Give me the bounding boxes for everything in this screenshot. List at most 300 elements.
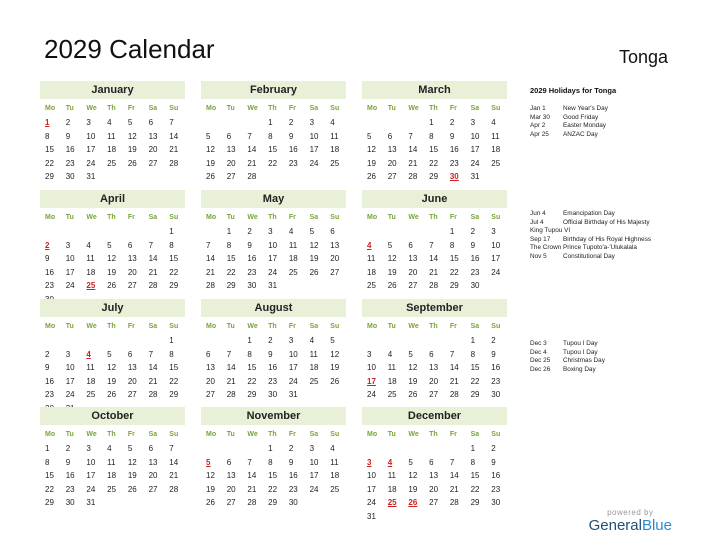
day-cell[interactable]: 1: [429, 118, 434, 127]
day-cell[interactable]: 11: [86, 254, 95, 264]
day-cell[interactable]: 12: [408, 471, 418, 481]
day-cell[interactable]: 12: [206, 471, 215, 481]
day-cell[interactable]: 19: [408, 484, 418, 494]
day-cell[interactable]: 18: [107, 471, 117, 481]
day-cell[interactable]: 16: [491, 471, 501, 481]
day-cell[interactable]: 14: [206, 254, 215, 264]
day-cell[interactable]: 10: [309, 131, 319, 141]
day-cell[interactable]: 10: [470, 131, 480, 141]
day-cell[interactable]: 3: [65, 240, 71, 250]
day-cell[interactable]: 7: [449, 349, 455, 359]
day-cell[interactable]: 19: [309, 254, 319, 264]
day-cell[interactable]: 7: [226, 349, 232, 359]
day-cell[interactable]: 21: [169, 471, 179, 481]
day-cell[interactable]: 15: [247, 363, 257, 373]
day-cell[interactable]: 5: [127, 118, 133, 127]
day-cell[interactable]: 8: [45, 131, 50, 141]
day-cell[interactable]: 2: [45, 349, 50, 359]
day-cell[interactable]: 17: [367, 484, 376, 494]
day-cell[interactable]: 29: [268, 498, 278, 508]
day-cell[interactable]: 12: [107, 363, 117, 373]
day-cell[interactable]: 21: [408, 158, 418, 168]
day-cell[interactable]: 6: [408, 240, 413, 250]
day-cell[interactable]: 5: [408, 457, 413, 467]
day-cell[interactable]: 30: [470, 281, 480, 291]
day-cell[interactable]: 19: [127, 145, 137, 155]
day-cell[interactable]: 12: [367, 145, 376, 155]
day-cell[interactable]: 4: [330, 118, 335, 127]
day-cell[interactable]: 16: [288, 471, 298, 481]
day-cell[interactable]: 25: [387, 390, 397, 400]
brand-logo[interactable]: [589, 508, 672, 534]
day-cell[interactable]: 15: [45, 145, 54, 155]
day-cell[interactable]: 28: [169, 158, 179, 168]
day-cell[interactable]: 15: [268, 145, 278, 155]
day-cell[interactable]: 3: [470, 118, 476, 127]
holiday-day-cell[interactable]: 1: [45, 118, 50, 127]
day-cell[interactable]: 20: [387, 158, 397, 168]
day-cell[interactable]: 17: [491, 254, 501, 264]
day-cell[interactable]: 19: [330, 363, 340, 373]
day-cell[interactable]: 7: [408, 131, 413, 141]
day-cell[interactable]: 23: [288, 484, 298, 494]
day-cell[interactable]: 22: [247, 376, 257, 386]
day-cell[interactable]: 27: [127, 281, 137, 291]
day-cell[interactable]: 17: [65, 267, 75, 277]
day-cell[interactable]: 9: [288, 131, 294, 141]
day-cell[interactable]: 4: [288, 227, 294, 236]
day-cell[interactable]: 24: [86, 158, 96, 168]
day-cell[interactable]: 21: [247, 158, 257, 168]
day-cell[interactable]: 16: [45, 376, 54, 386]
day-cell[interactable]: 19: [206, 158, 215, 168]
day-cell[interactable]: 13: [226, 145, 236, 155]
day-cell[interactable]: 5: [127, 444, 133, 453]
day-cell[interactable]: 26: [206, 172, 215, 182]
day-cell[interactable]: 5: [330, 336, 335, 345]
day-cell[interactable]: 7: [247, 457, 252, 467]
day-cell[interactable]: 11: [491, 131, 500, 141]
day-cell[interactable]: 23: [247, 267, 257, 277]
day-cell[interactable]: 29: [429, 172, 439, 182]
day-cell[interactable]: 31: [470, 172, 480, 182]
day-cell[interactable]: 26: [107, 390, 117, 400]
day-cell[interactable]: 30: [65, 498, 75, 508]
day-cell[interactable]: 11: [387, 363, 397, 373]
day-cell[interactable]: 9: [65, 457, 71, 467]
day-cell[interactable]: 24: [86, 484, 96, 494]
day-cell[interactable]: 29: [169, 281, 179, 291]
day-cell[interactable]: 28: [169, 484, 179, 494]
day-cell[interactable]: 6: [429, 349, 434, 359]
day-cell[interactable]: 26: [107, 281, 117, 291]
day-cell[interactable]: 2: [470, 227, 476, 236]
day-cell[interactable]: 24: [367, 498, 376, 508]
day-cell[interactable]: 7: [148, 240, 154, 250]
day-cell[interactable]: 12: [127, 131, 137, 141]
day-cell[interactable]: 18: [387, 484, 397, 494]
day-cell[interactable]: 4: [491, 118, 496, 127]
day-cell[interactable]: 9: [470, 240, 476, 250]
day-cell[interactable]: 31: [367, 511, 376, 521]
day-cell[interactable]: 7: [206, 240, 211, 250]
day-cell[interactable]: 7: [169, 444, 174, 453]
day-cell[interactable]: 9: [491, 349, 496, 359]
day-cell[interactable]: 27: [226, 172, 236, 182]
day-cell[interactable]: 29: [247, 390, 257, 400]
day-cell[interactable]: 2: [288, 118, 294, 127]
day-cell[interactable]: 21: [206, 267, 215, 277]
day-cell[interactable]: 30: [491, 390, 501, 400]
holiday-day-cell[interactable]: 26: [408, 498, 418, 508]
day-cell[interactable]: 15: [169, 363, 179, 373]
day-cell[interactable]: 2: [288, 444, 294, 453]
day-cell[interactable]: 28: [206, 281, 215, 291]
day-cell[interactable]: 30: [288, 498, 298, 508]
holiday-day-cell[interactable]: 5: [206, 457, 211, 467]
day-cell[interactable]: 29: [226, 281, 236, 291]
day-cell[interactable]: 6: [429, 457, 434, 467]
day-cell[interactable]: 13: [127, 363, 137, 373]
day-cell[interactable]: 18: [330, 145, 340, 155]
day-cell[interactable]: 30: [268, 390, 278, 400]
day-cell[interactable]: 14: [408, 145, 418, 155]
day-cell[interactable]: 30: [65, 172, 75, 182]
day-cell[interactable]: 6: [387, 131, 393, 141]
day-cell[interactable]: 6: [127, 240, 133, 250]
day-cell[interactable]: 15: [169, 254, 179, 264]
day-cell[interactable]: 8: [268, 457, 273, 467]
day-cell[interactable]: 3: [65, 349, 71, 359]
day-cell[interactable]: 11: [309, 349, 318, 359]
day-cell[interactable]: 18: [309, 363, 319, 373]
day-cell[interactable]: 2: [65, 118, 71, 127]
day-cell[interactable]: 13: [226, 471, 236, 481]
day-cell[interactable]: 16: [65, 471, 75, 481]
day-cell[interactable]: 20: [206, 376, 215, 386]
day-cell[interactable]: 3: [288, 336, 294, 345]
day-cell[interactable]: 22: [470, 376, 480, 386]
day-cell[interactable]: 21: [148, 376, 158, 386]
day-cell[interactable]: 6: [330, 227, 335, 236]
day-cell[interactable]: 14: [226, 363, 236, 373]
day-cell[interactable]: 23: [288, 158, 298, 168]
day-cell[interactable]: 19: [206, 484, 215, 494]
day-cell[interactable]: 19: [408, 376, 418, 386]
day-cell[interactable]: 19: [107, 267, 117, 277]
day-cell[interactable]: 27: [206, 390, 215, 400]
day-cell[interactable]: 13: [206, 363, 215, 373]
day-cell[interactable]: 26: [367, 172, 376, 182]
day-cell[interactable]: 22: [268, 484, 278, 494]
day-cell[interactable]: 28: [449, 390, 459, 400]
day-cell[interactable]: 18: [107, 145, 117, 155]
day-cell[interactable]: 2: [449, 118, 455, 127]
day-cell[interactable]: 17: [268, 254, 278, 264]
day-cell[interactable]: 11: [330, 457, 339, 467]
day-cell[interactable]: 23: [491, 484, 501, 494]
day-cell[interactable]: 30: [247, 281, 257, 291]
day-cell[interactable]: 18: [86, 267, 96, 277]
day-cell[interactable]: 21: [169, 145, 179, 155]
day-cell[interactable]: 12: [127, 457, 137, 467]
day-cell[interactable]: 16: [449, 145, 459, 155]
holiday-day-cell[interactable]: 30: [449, 172, 459, 182]
day-cell[interactable]: 22: [470, 484, 480, 494]
day-cell[interactable]: 11: [107, 457, 116, 467]
day-cell[interactable]: 8: [169, 240, 174, 250]
day-cell[interactable]: 31: [268, 281, 278, 291]
day-cell[interactable]: 25: [330, 158, 340, 168]
day-cell[interactable]: 21: [226, 376, 236, 386]
day-cell[interactable]: 31: [288, 390, 298, 400]
day-cell[interactable]: 28: [226, 390, 236, 400]
day-cell[interactable]: 29: [470, 498, 480, 508]
holiday-day-cell[interactable]: 4: [367, 240, 372, 250]
day-cell[interactable]: 14: [449, 471, 459, 481]
day-cell[interactable]: 17: [470, 145, 480, 155]
day-cell[interactable]: 24: [65, 281, 75, 291]
day-cell[interactable]: 14: [148, 254, 158, 264]
day-cell[interactable]: 25: [107, 158, 117, 168]
day-cell[interactable]: 7: [247, 131, 252, 141]
day-cell[interactable]: 18: [367, 267, 376, 277]
day-cell[interactable]: 24: [65, 390, 75, 400]
day-cell[interactable]: 10: [268, 240, 278, 250]
day-cell[interactable]: 13: [148, 457, 158, 467]
day-cell[interactable]: 9: [288, 457, 294, 467]
day-cell[interactable]: 28: [408, 172, 418, 182]
day-cell[interactable]: 1: [470, 444, 476, 453]
day-cell[interactable]: 1: [247, 336, 252, 345]
day-cell[interactable]: 7: [429, 240, 434, 250]
day-cell[interactable]: 27: [127, 390, 137, 400]
day-cell[interactable]: 14: [169, 457, 179, 467]
day-cell[interactable]: 25: [86, 390, 96, 400]
day-cell[interactable]: 19: [127, 471, 137, 481]
day-cell[interactable]: 12: [408, 363, 418, 373]
day-cell[interactable]: 4: [387, 349, 393, 359]
day-cell[interactable]: 24: [288, 376, 298, 386]
day-cell[interactable]: 7: [148, 349, 154, 359]
day-cell[interactable]: 10: [367, 363, 376, 373]
day-cell[interactable]: 28: [247, 498, 257, 508]
day-cell[interactable]: 7: [169, 118, 174, 127]
day-cell[interactable]: 5: [206, 131, 211, 141]
day-cell[interactable]: 11: [86, 363, 95, 373]
day-cell[interactable]: 10: [288, 349, 298, 359]
day-cell[interactable]: 1: [268, 444, 273, 453]
day-cell[interactable]: 11: [330, 131, 339, 141]
day-cell[interactable]: 14: [148, 363, 158, 373]
day-cell[interactable]: 9: [268, 349, 273, 359]
day-cell[interactable]: 16: [65, 145, 75, 155]
day-cell[interactable]: 21: [429, 267, 439, 277]
day-cell[interactable]: 10: [86, 457, 96, 467]
day-cell[interactable]: 23: [45, 281, 54, 291]
holiday-day-cell[interactable]: 17: [367, 376, 376, 386]
day-cell[interactable]: 1: [470, 336, 476, 345]
day-cell[interactable]: 4: [330, 444, 335, 453]
day-cell[interactable]: 20: [148, 145, 158, 155]
day-cell[interactable]: 28: [429, 281, 439, 291]
day-cell[interactable]: 21: [247, 484, 257, 494]
day-cell[interactable]: 28: [247, 172, 257, 182]
day-cell[interactable]: 28: [148, 390, 158, 400]
day-cell[interactable]: 5: [367, 131, 372, 141]
day-cell[interactable]: 16: [491, 363, 501, 373]
day-cell[interactable]: 26: [127, 158, 137, 168]
day-cell[interactable]: 13: [387, 145, 397, 155]
day-cell[interactable]: 21: [449, 484, 459, 494]
day-cell[interactable]: 27: [226, 498, 236, 508]
day-cell[interactable]: 23: [65, 158, 75, 168]
day-cell[interactable]: 17: [86, 145, 96, 155]
day-cell[interactable]: 31: [86, 498, 96, 508]
day-cell[interactable]: 23: [449, 158, 459, 168]
day-cell[interactable]: 27: [148, 158, 158, 168]
day-cell[interactable]: 25: [491, 158, 501, 168]
day-cell[interactable]: 19: [107, 376, 117, 386]
day-cell[interactable]: 22: [169, 267, 179, 277]
day-cell[interactable]: 14: [169, 131, 179, 141]
day-cell[interactable]: 14: [429, 254, 439, 264]
day-cell[interactable]: 2: [491, 444, 496, 453]
day-cell[interactable]: 12: [387, 254, 397, 264]
day-cell[interactable]: 27: [429, 390, 439, 400]
day-cell[interactable]: 11: [387, 471, 397, 481]
day-cell[interactable]: 13: [429, 363, 439, 373]
day-cell[interactable]: 10: [65, 254, 75, 264]
day-cell[interactable]: 13: [408, 254, 418, 264]
day-cell[interactable]: 20: [408, 267, 418, 277]
day-cell[interactable]: 24: [268, 267, 278, 277]
day-cell[interactable]: 15: [470, 363, 480, 373]
day-cell[interactable]: 17: [309, 471, 319, 481]
holiday-day-cell[interactable]: 4: [387, 457, 393, 467]
day-cell[interactable]: 26: [330, 376, 340, 386]
day-cell[interactable]: 1: [268, 118, 273, 127]
day-cell[interactable]: 8: [268, 131, 273, 141]
day-cell[interactable]: 3: [268, 227, 273, 236]
day-cell[interactable]: 10: [491, 240, 501, 250]
day-cell[interactable]: 22: [45, 484, 54, 494]
day-cell[interactable]: 8: [429, 131, 434, 141]
day-cell[interactable]: 24: [367, 390, 376, 400]
day-cell[interactable]: 8: [449, 240, 455, 250]
day-cell[interactable]: 20: [429, 484, 439, 494]
day-cell[interactable]: 4: [86, 240, 91, 250]
day-cell[interactable]: 19: [387, 267, 397, 277]
day-cell[interactable]: 24: [309, 484, 319, 494]
day-cell[interactable]: 3: [86, 444, 91, 453]
day-cell[interactable]: 26: [387, 281, 397, 291]
day-cell[interactable]: 18: [387, 376, 397, 386]
day-cell[interactable]: 13: [429, 471, 439, 481]
day-cell[interactable]: 21: [449, 376, 459, 386]
day-cell[interactable]: 18: [86, 376, 96, 386]
day-cell[interactable]: 26: [309, 267, 319, 277]
day-cell[interactable]: 17: [309, 145, 319, 155]
day-cell[interactable]: 11: [288, 240, 298, 250]
day-cell[interactable]: 15: [449, 254, 459, 264]
day-cell[interactable]: 28: [449, 498, 459, 508]
day-cell[interactable]: 12: [309, 240, 319, 250]
day-cell[interactable]: 6: [206, 349, 211, 359]
day-cell[interactable]: 3: [491, 227, 496, 236]
day-cell[interactable]: 15: [429, 145, 439, 155]
day-cell[interactable]: 8: [247, 349, 252, 359]
day-cell[interactable]: 18: [491, 145, 501, 155]
holiday-day-cell[interactable]: 3: [367, 457, 372, 467]
day-cell[interactable]: 22: [45, 158, 54, 168]
day-cell[interactable]: 14: [449, 363, 459, 373]
day-cell[interactable]: 5: [387, 240, 393, 250]
day-cell[interactable]: 29: [449, 281, 459, 291]
day-cell[interactable]: 9: [247, 240, 252, 250]
day-cell[interactable]: 27: [408, 281, 418, 291]
day-cell[interactable]: 6: [148, 444, 154, 453]
day-cell[interactable]: 2: [247, 227, 252, 236]
day-cell[interactable]: 16: [247, 254, 257, 264]
day-cell[interactable]: 29: [169, 390, 179, 400]
day-cell[interactable]: 4: [309, 336, 315, 345]
day-cell[interactable]: 1: [169, 227, 174, 236]
day-cell[interactable]: 15: [268, 471, 278, 481]
day-cell[interactable]: 18: [288, 254, 298, 264]
day-cell[interactable]: 8: [45, 457, 50, 467]
day-cell[interactable]: 29: [470, 390, 480, 400]
day-cell[interactable]: 2: [268, 336, 273, 345]
day-cell[interactable]: 20: [127, 376, 137, 386]
day-cell[interactable]: 12: [330, 349, 340, 359]
day-cell[interactable]: 8: [226, 240, 232, 250]
day-cell[interactable]: 20: [330, 254, 340, 264]
day-cell[interactable]: 15: [470, 471, 480, 481]
day-cell[interactable]: 10: [367, 471, 376, 481]
day-cell[interactable]: 1: [169, 336, 174, 345]
day-cell[interactable]: 5: [408, 349, 413, 359]
day-cell[interactable]: 23: [65, 484, 75, 494]
day-cell[interactable]: 10: [65, 363, 75, 373]
day-cell[interactable]: 16: [470, 254, 480, 264]
day-cell[interactable]: 17: [288, 363, 298, 373]
day-cell[interactable]: 30: [491, 498, 501, 508]
day-cell[interactable]: 9: [45, 363, 50, 373]
day-cell[interactable]: 13: [148, 131, 158, 141]
day-cell[interactable]: 27: [429, 498, 439, 508]
day-cell[interactable]: 15: [226, 254, 236, 264]
day-cell[interactable]: 24: [491, 267, 501, 277]
day-cell[interactable]: 29: [45, 172, 54, 182]
day-cell[interactable]: 11: [107, 131, 116, 141]
day-cell[interactable]: 25: [309, 376, 319, 386]
day-cell[interactable]: 6: [127, 349, 133, 359]
day-cell[interactable]: 14: [247, 471, 257, 481]
day-cell[interactable]: 3: [367, 349, 372, 359]
day-cell[interactable]: 8: [470, 457, 476, 467]
day-cell[interactable]: 20: [226, 158, 236, 168]
day-cell[interactable]: 20: [429, 376, 439, 386]
day-cell[interactable]: 4: [107, 118, 112, 127]
day-cell[interactable]: 9: [45, 254, 50, 264]
day-cell[interactable]: 22: [429, 158, 439, 168]
day-cell[interactable]: 22: [169, 376, 179, 386]
day-cell[interactable]: 29: [45, 498, 54, 508]
day-cell[interactable]: 4: [107, 444, 112, 453]
day-cell[interactable]: 23: [268, 376, 278, 386]
day-cell[interactable]: 9: [449, 131, 455, 141]
